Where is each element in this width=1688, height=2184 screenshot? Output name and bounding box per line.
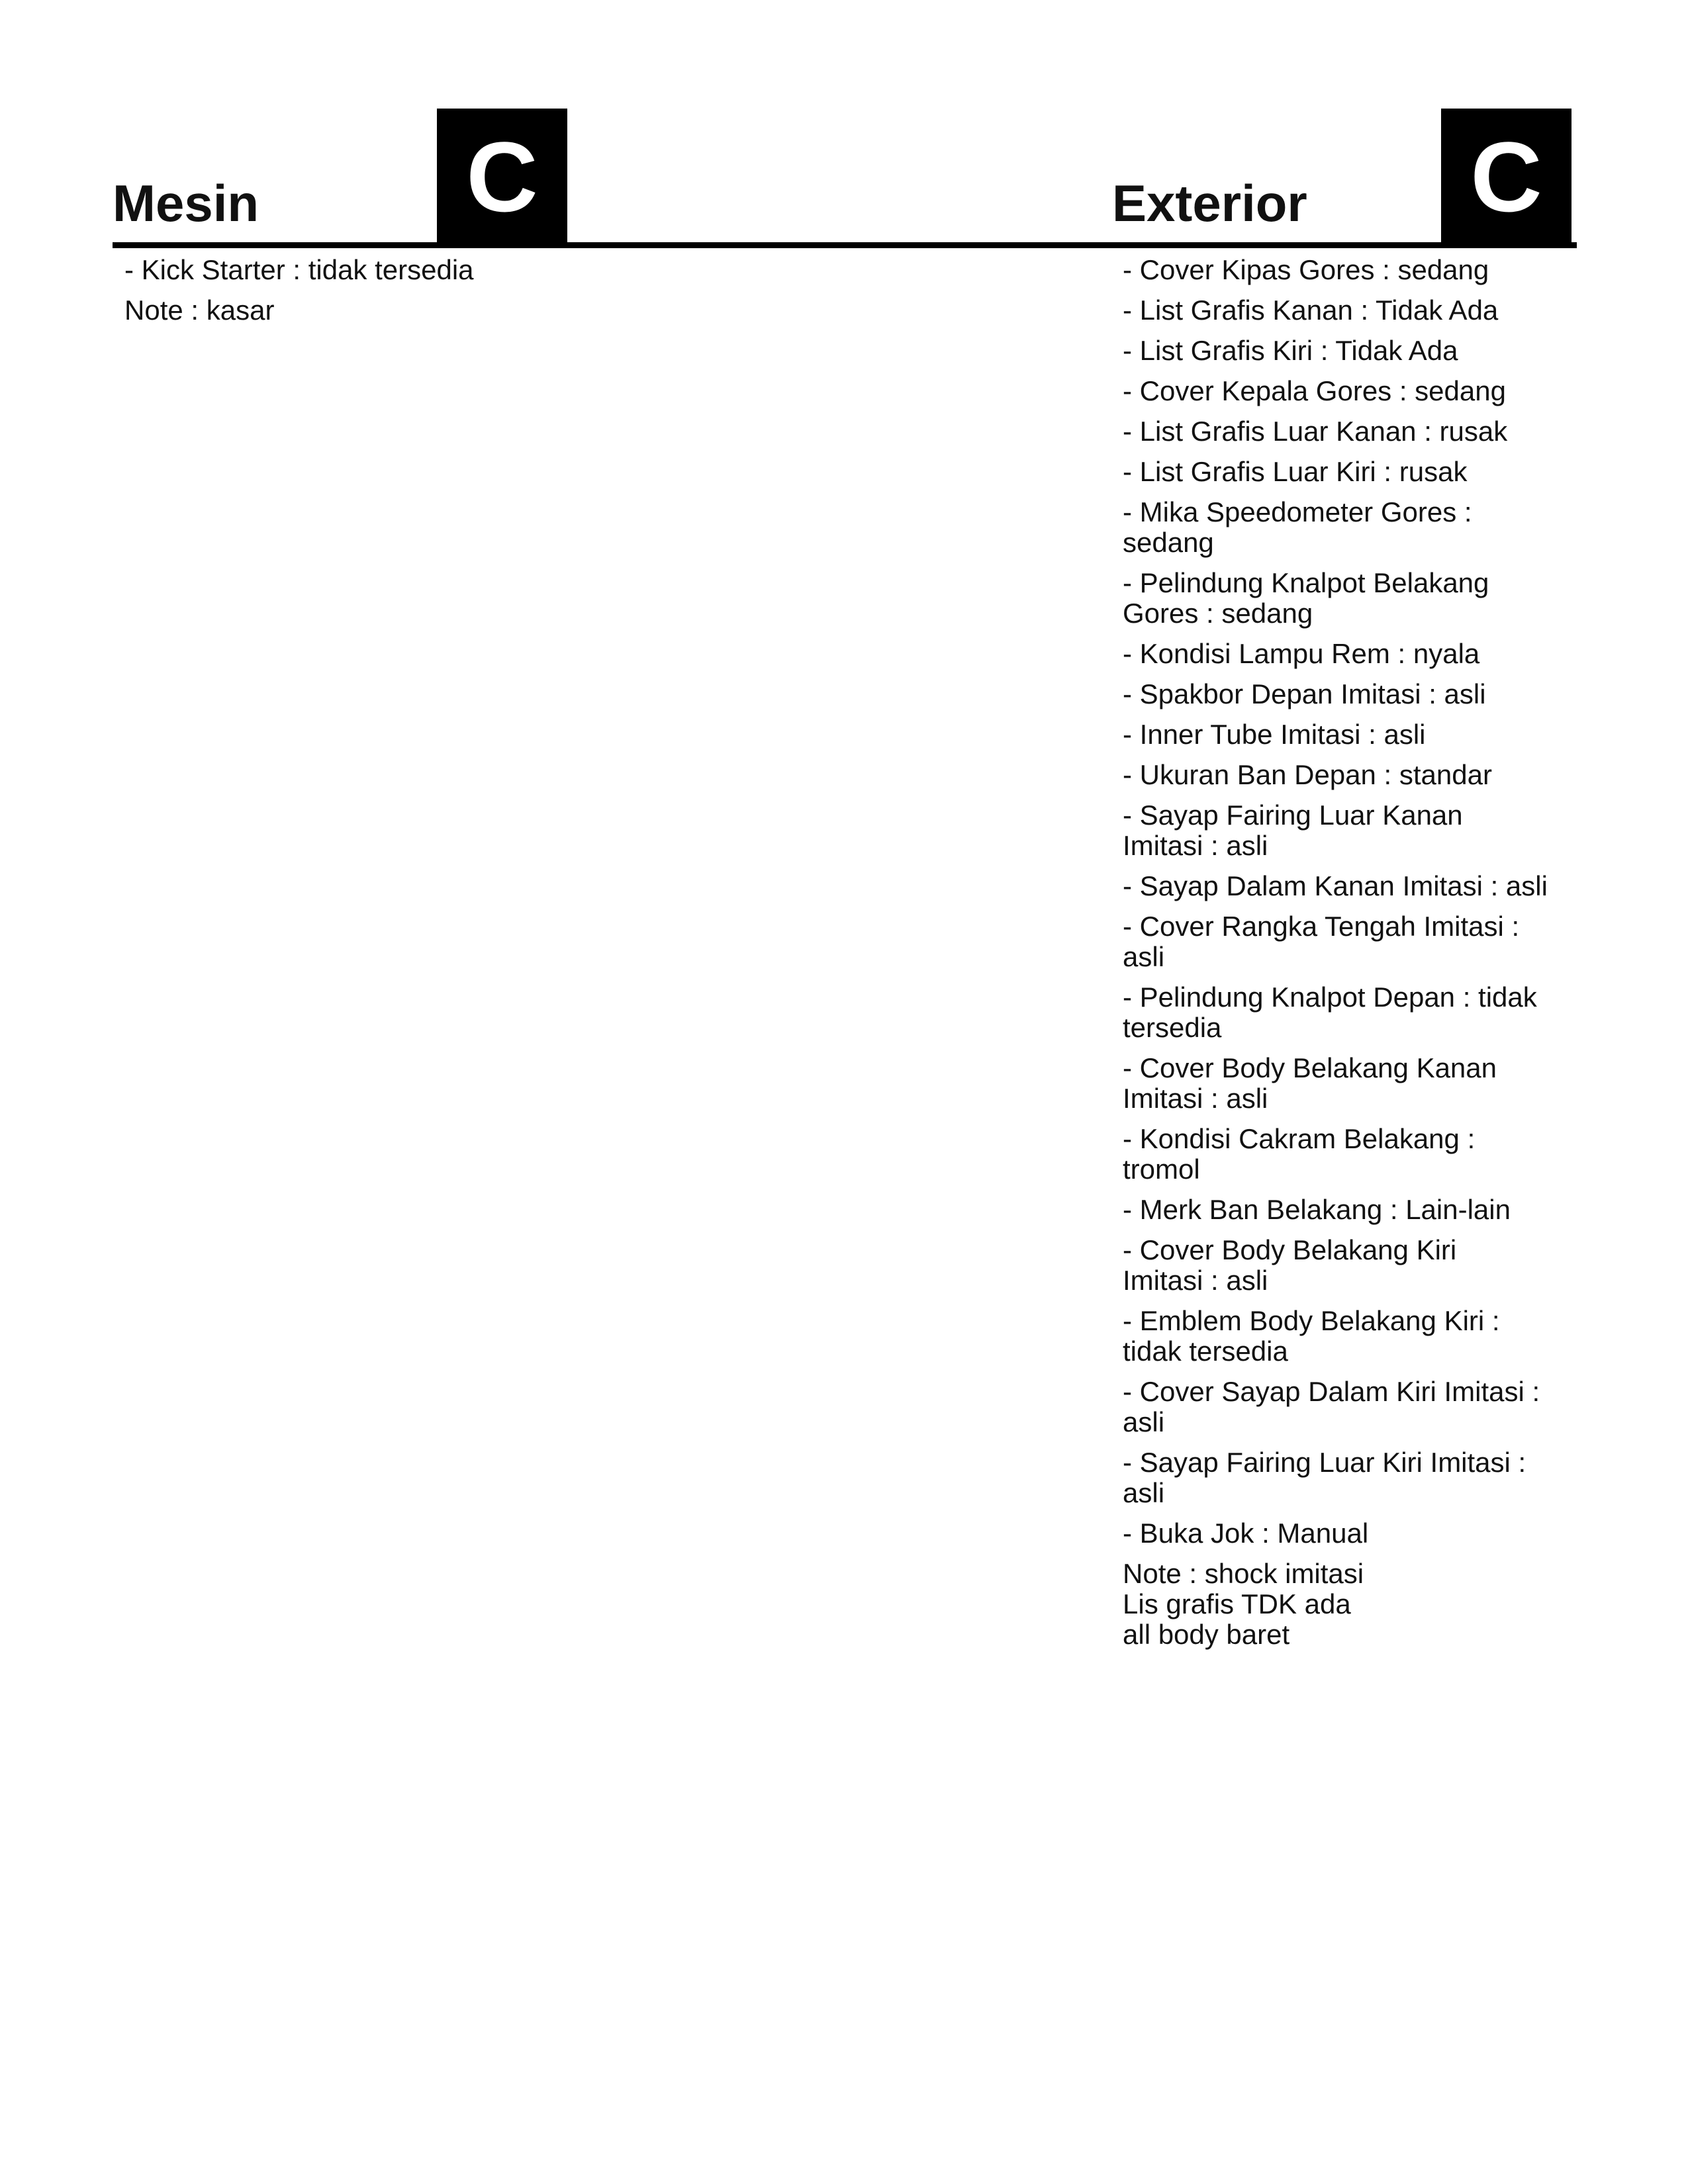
list-item: - Cover Body Belakang Kiri Imitasi : asli — [1123, 1234, 1457, 1296]
list-item: - Emblem Body Belakang Kiri : tidak tersedia — [1123, 1305, 1500, 1367]
list-item: - Kick Starter : tidak tersedia — [124, 254, 474, 285]
list-item: - Mika Speedometer Gores : sedang — [1123, 496, 1472, 558]
list-item: - Sayap Fairing Luar Kanan Imitasi : asli — [1123, 799, 1463, 861]
list-item: - Cover Kipas Gores : sedang — [1123, 254, 1489, 285]
list-item: - Inner Tube Imitasi : asli — [1123, 719, 1426, 750]
list-item: - List Grafis Kanan : Tidak Ada — [1123, 295, 1499, 326]
section-header-rule — [113, 242, 1577, 248]
list-item: - Merk Ban Belakang : Lain-lain — [1123, 1194, 1511, 1225]
grade-badge-exterior: C — [1441, 109, 1571, 245]
list-item: - Cover Sayap Dalam Kiri Imitasi : asli — [1123, 1376, 1540, 1437]
list-item: - Pelindung Knalpot Belakang Gores : sedang — [1123, 567, 1489, 629]
list-item: - Cover Rangka Tengah Imitasi : asli — [1123, 911, 1520, 972]
list-item: - Pelindung Knalpot Depan : tidak tersedia — [1123, 981, 1537, 1043]
section-title-mesin: Mesin — [113, 174, 259, 232]
mesin-item-list — [124, 255, 919, 336]
list-item: - Kondisi Cakram Belakang : tromol — [1123, 1123, 1476, 1185]
list-item: - List Grafis Kiri : Tidak Ada — [1123, 335, 1458, 366]
grade-badge-mesin: C — [437, 109, 567, 245]
list-item: - Kondisi Lampu Rem : nyala — [1123, 638, 1480, 669]
note-text: Note : kasar — [124, 295, 275, 326]
list-item: - Sayap Fairing Luar Kiri Imitasi : asli — [1123, 1447, 1526, 1508]
list-item: - Buka Jok : Manual — [1123, 1518, 1369, 1549]
list-item: - List Grafis Luar Kanan : rusak — [1123, 416, 1508, 447]
list-item: - List Grafis Luar Kiri : rusak — [1123, 456, 1468, 487]
list-item: - Sayap Dalam Kanan Imitasi : asli — [1123, 870, 1548, 901]
exterior-item-list — [1123, 255, 1573, 1660]
list-item: - Ukuran Ban Depan : standar — [1123, 759, 1492, 790]
list-item: - Spakbor Depan Imitasi : asli — [1123, 678, 1486, 709]
list-item: - Cover Body Belakang Kanan Imitasi : asli — [1123, 1052, 1497, 1114]
section-title-exterior: Exterior — [1112, 174, 1307, 232]
list-item: - Cover Kepala Gores : sedang — [1123, 375, 1506, 406]
note-text: Note : shock imitasi Lis grafis TDK ada all body baret — [1123, 1558, 1364, 1650]
